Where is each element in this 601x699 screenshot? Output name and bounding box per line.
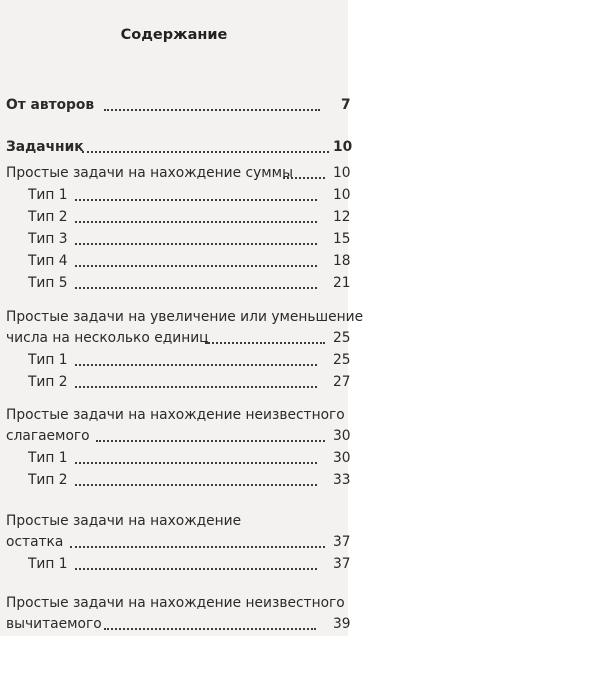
toc-section-increase-decrease	[0, 326, 351, 347]
leader-dots	[70, 546, 325, 548]
leader-dots	[75, 386, 317, 388]
leader-dots	[82, 151, 329, 153]
toc-subentry-label: Тип 2	[28, 472, 68, 489]
toc-entry-page: 18	[333, 253, 351, 270]
toc-entry-page: 27	[333, 374, 351, 391]
toc-subentry	[0, 446, 351, 467]
toc-entry-page: 10	[333, 187, 351, 204]
toc-subentry	[0, 370, 351, 391]
toc-entry-label: От авторов	[6, 97, 95, 114]
toc-entry-page: 30	[333, 428, 351, 445]
leader-dots	[75, 199, 317, 201]
leader-dots	[75, 462, 317, 464]
toc-entry-from-authors	[0, 93, 351, 114]
toc-section-unknown-addend	[0, 424, 351, 445]
leader-dots	[205, 342, 325, 344]
toc-entry-page: 15	[333, 231, 351, 248]
toc-title: Содержание	[120, 27, 228, 43]
leader-dots	[75, 287, 317, 289]
toc-section-title: Простые задачи на увеличение или уменьшение	[6, 309, 364, 325]
toc-subentry-label: Тип 3	[28, 231, 68, 248]
toc-entry-page: 10	[333, 139, 353, 156]
toc-entry-page: 7	[341, 97, 351, 114]
leader-dots	[104, 628, 316, 630]
toc-subentry-label: Тип 4	[28, 253, 68, 270]
toc-subentry-label: Тип 5	[28, 275, 68, 292]
toc-subentry	[0, 552, 351, 573]
toc-section-title: остатка	[6, 534, 64, 551]
toc-section-title: Простые задачи на нахождение суммы	[6, 165, 293, 182]
toc-entry-page: 30	[333, 450, 351, 467]
leader-dots	[75, 364, 317, 366]
leader-dots	[75, 265, 317, 267]
toc-section-title: слагаемого	[6, 428, 90, 445]
toc-subentry	[0, 249, 351, 270]
toc-section-title: Простые задачи на нахождение неизвестного	[6, 407, 345, 423]
leader-dots	[75, 568, 317, 570]
toc-section-title: числа на несколько единиц	[6, 330, 209, 347]
toc-section-title: Простые задачи на нахождение неизвестного	[6, 595, 345, 611]
toc-entry-label: Задачник	[6, 139, 84, 156]
toc-entry-page: 25	[333, 352, 351, 369]
toc-entry-problem-book	[0, 135, 353, 156]
toc-section-title: Простые задачи на нахождение	[6, 513, 242, 529]
toc-entry-page: 37	[333, 534, 351, 551]
leader-dots	[96, 440, 325, 442]
toc-subentry	[0, 205, 351, 226]
toc-subentry-label: Тип 1	[28, 352, 68, 369]
toc-section-sum	[0, 161, 351, 182]
toc-entry-page: 10	[333, 165, 351, 182]
toc-subentry-label: Тип 1	[28, 556, 68, 573]
toc-entry-page: 37	[333, 556, 351, 573]
toc-entry-page: 12	[333, 209, 351, 226]
leader-dots	[75, 484, 317, 486]
toc-subentry-label: Тип 2	[28, 374, 68, 391]
leader-dots	[75, 243, 317, 245]
toc-entry-page: 39	[333, 616, 351, 633]
toc-entry-page: 33	[333, 472, 351, 489]
toc-subentry	[0, 468, 351, 489]
toc-subentry-label: Тип 1	[28, 450, 68, 467]
toc-section-remainder	[0, 530, 351, 551]
toc-subentry	[0, 271, 351, 292]
toc-entry-page: 21	[333, 275, 351, 292]
toc-section-unknown-subtrahend	[0, 612, 351, 633]
toc-subentry	[0, 183, 351, 204]
toc-section-title: вычитаемого	[6, 616, 102, 633]
toc-subentry-label: Тип 2	[28, 209, 68, 226]
toc-subentry-label: Тип 1	[28, 187, 68, 204]
toc-subentry	[0, 227, 351, 248]
toc-entry-page: 25	[333, 330, 351, 347]
toc-subentry	[0, 348, 351, 369]
leader-dots	[104, 109, 320, 111]
leader-dots	[283, 177, 325, 179]
leader-dots	[75, 221, 317, 223]
